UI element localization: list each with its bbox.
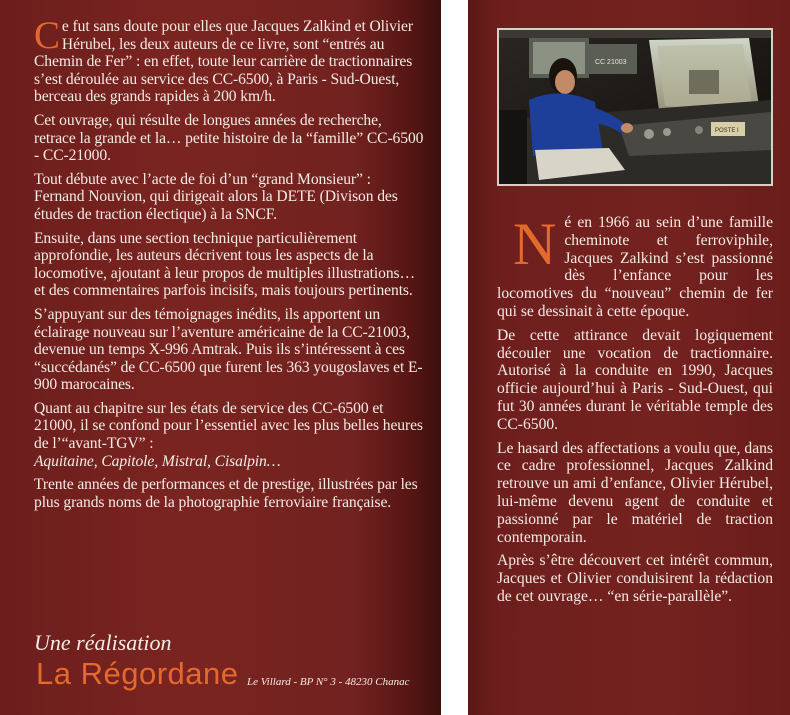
publisher-logo: La Régordane xyxy=(36,656,239,691)
paragraph-4: Ensuite, dans une section technique particulièrement approfondie, les auteurs décrivent tous les aspects de la locomotive, ajoutant à leur propos de multiples illustrations… et des commentaires parfois incisifs, mais toujours pertinents. xyxy=(34,229,415,300)
paragraph-6-text: Quant au chapitre sur les états de service des CC-6500 et 21000, il se confond pour l’essentiel avec les plus belles heures de l’“avant-TGV” : xyxy=(34,399,423,453)
dropcap-c: C xyxy=(34,14,60,57)
paragraph-7: Trente années de performances et de prestige, illustrées par les plus grands noms de la photographie ferroviaire française. xyxy=(34,476,418,511)
cab-plate: CC 21003 xyxy=(595,59,627,66)
paragraph-1 xyxy=(34,14,424,106)
train-names-line: Aquitaine, Capitole, Mistral, Cisalpin… xyxy=(34,452,281,470)
left-body-text xyxy=(34,14,424,517)
paragraph-r3: Le hasard des affectations a voulu que, dans ce cadre professionnel, Jacques Zalkind retrouve un ami d’enfance, Olivier Hérubel, lui-même devenu agent de conduite et passionné par le matériel de traction contemporain. xyxy=(497,439,773,546)
paragraph-r4: Après s’être découvert cet intérêt commun, Jacques et Olivier conduisirent la rédaction de cet ouvrage… “en série-parallèle”. xyxy=(497,552,773,605)
right-page xyxy=(468,0,790,715)
right-body-text xyxy=(497,202,773,612)
paragraph-r1 xyxy=(497,202,773,321)
paragraph-3: Tout débute avec l’acte de foi d’un “grand Monsieur” : Fernand Nouvion, qui dirigeait alors la DETE (Divison des études de traction électique) à la SNCF. xyxy=(34,170,398,223)
publisher-address: Le Villard - BP N° 3 - 48230 Chanac xyxy=(247,676,410,688)
panel-label: POSTE I xyxy=(715,128,739,134)
paragraph-5: S’appuyant sur des témoignages inédits, ils apportent un éclairage nouveau sur l’aventure américaine de la CC-21003, devenue un temps X-996 Amtrak. Puis ils s’intéressent à ces “succédanés” de CC-6500 que furent les 363 yougoslaves et E-900 marocaines. xyxy=(34,305,423,394)
paragraph-r2: De cette attirance devait logiquement découler une vocation de tractionnaire. Autorisé à la conduite en 1990, Jacques officie aujourd’hui à Paris - Sud-Ouest, qui fut 30 années durant le véritable temple des CC-6500. xyxy=(497,326,773,433)
paragraph-2: Cet ouvrage, qui résulte de longues années de recherche, retrace la grande et la… petite histoire de la “famille” CC-6500 - CC-21000. xyxy=(34,111,424,165)
paragraph-6 xyxy=(34,400,424,470)
dropcap-n: N xyxy=(513,211,557,277)
paragraph-1-text: e fut sans doute pour elles que Jacques Zalkind et Olivier Hérubel, les deux auteurs de ce livre, sont “entrés au Chemin de Fer” : en effet, toute leur carrière de tractionnaires s’est déroulée au service des CC-6500, à Paris - Sud-Ouest, berceau des grands rapides à 200 km/h. xyxy=(34,18,413,106)
author-photo xyxy=(497,28,773,186)
paragraph-r1-text: é en 1966 au sein d’une famille cheminote et ferroviphile, Jacques Zalkind s’est passionné dès l’enfance pour les locomotives du “nouveau” chemin de fer qui se dessinait à cette époque. xyxy=(497,214,773,320)
footer-realisation: Une réalisation xyxy=(34,630,172,655)
cab-photo-illustration xyxy=(499,30,771,184)
